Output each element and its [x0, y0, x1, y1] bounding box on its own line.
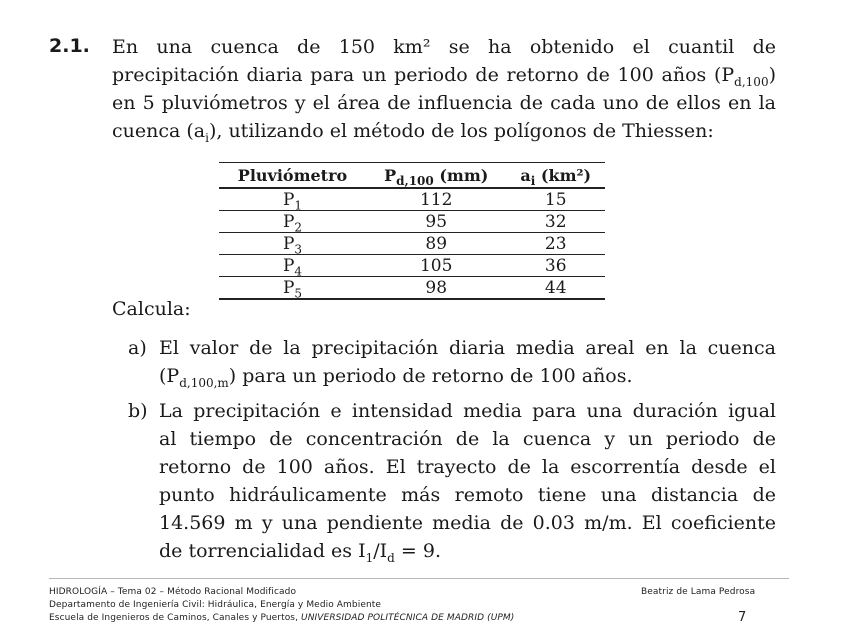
area-cell: 32 [506, 211, 605, 233]
intro-line-4: cuenca $(a_i)$, utilizando el método de los polígonos de Thiessen: [112, 120, 714, 145]
footer-department: Departamento de Ingeniería Civil: Hidráulica, Energía y Medio Ambiente [49, 600, 382, 610]
gauge-cell: $P_2$ [219, 211, 366, 233]
area-cell: 23 [506, 233, 605, 255]
table-header-row [219, 163, 605, 189]
footer-university: UNIVERSIDAD POLITÉCNICA DE MADRID (UPM) [301, 613, 515, 623]
footer-divider [49, 578, 789, 579]
gauge-cell: $P_4$ [219, 255, 366, 277]
problem-number: 2.1. [49, 35, 90, 57]
question-b-line-2: al tiempo de concentración de la cuenca y un periodo de [159, 428, 776, 450]
header-gauge: Pluviómetro [219, 163, 366, 189]
question-a-line-1: El valor de la precipitación diaria media areal en la cuenca [159, 337, 776, 359]
question-b-line-4: punto hidráulicamente más remoto tiene una distancia de [159, 484, 776, 506]
area-cell: 44 [506, 277, 605, 300]
area-cell: 36 [506, 255, 605, 277]
gauge-cell: $P_3$ [219, 233, 366, 255]
question-b-line-6: de torrencialidad es $I_1/I_d = 9$. [159, 540, 441, 565]
table-row [219, 188, 605, 211]
footer-author: Beatriz de Lama Pedrosa [641, 587, 756, 597]
area-cell: 15 [506, 188, 605, 211]
precip-cell: 105 [366, 255, 507, 277]
precip-cell: 95 [366, 211, 507, 233]
intro-line-2: precipitación diaria para un periodo de retorno de 100 años $(P_{d,100})$ [112, 64, 776, 89]
question-b-line-5: 14.569 m y una pendiente media de 0.03 m/m. El coeficiente [159, 512, 776, 534]
question-a-line-2: $(P_{d,100,m})$ para un periodo de retorno de 100 años. [159, 365, 633, 390]
precip-cell: 89 [366, 233, 507, 255]
header-area: $a_i$ (km²) [506, 163, 605, 189]
question-b-line-1: La precipitación e intensidad media para una duración igual [159, 400, 776, 422]
footer-course: HIDROLOGÍA – Tema 02 – Método Racional Modificado [49, 587, 297, 597]
table-row [219, 211, 605, 233]
precip-cell: 98 [366, 277, 507, 300]
page-number: 7 [738, 610, 747, 625]
question-a-marker: a) [128, 337, 147, 359]
calcula-heading: Calcula: [112, 298, 191, 320]
rain-gauge-table [219, 162, 605, 300]
table-row [219, 255, 605, 277]
question-b-line-3: retorno de 100 años. El trayecto de la escorrentía desde el [159, 456, 776, 478]
precip-cell: 112 [366, 188, 507, 211]
question-b-marker: b) [128, 400, 148, 422]
intro-line-3: en 5 pluviómetros y el área de influencia de cada uno de ellos en la [112, 92, 776, 114]
table-row [219, 233, 605, 255]
header-precip: $P_{d,100}$ (mm) [366, 163, 507, 189]
gauge-cell: $P_5$ [219, 277, 366, 300]
footer-school: Escuela de Ingenieros de Caminos, Canales y Puertos, UNIVERSIDAD POLITÉCNICA DE MADRID (UPM) [49, 613, 515, 623]
intro-line-1: En una cuenca de 150 km² se ha obtenido el cuantil de [112, 36, 776, 58]
table-row [219, 277, 605, 300]
problem-statement [112, 33, 776, 145]
gauge-cell: $P_1$ [219, 188, 366, 211]
